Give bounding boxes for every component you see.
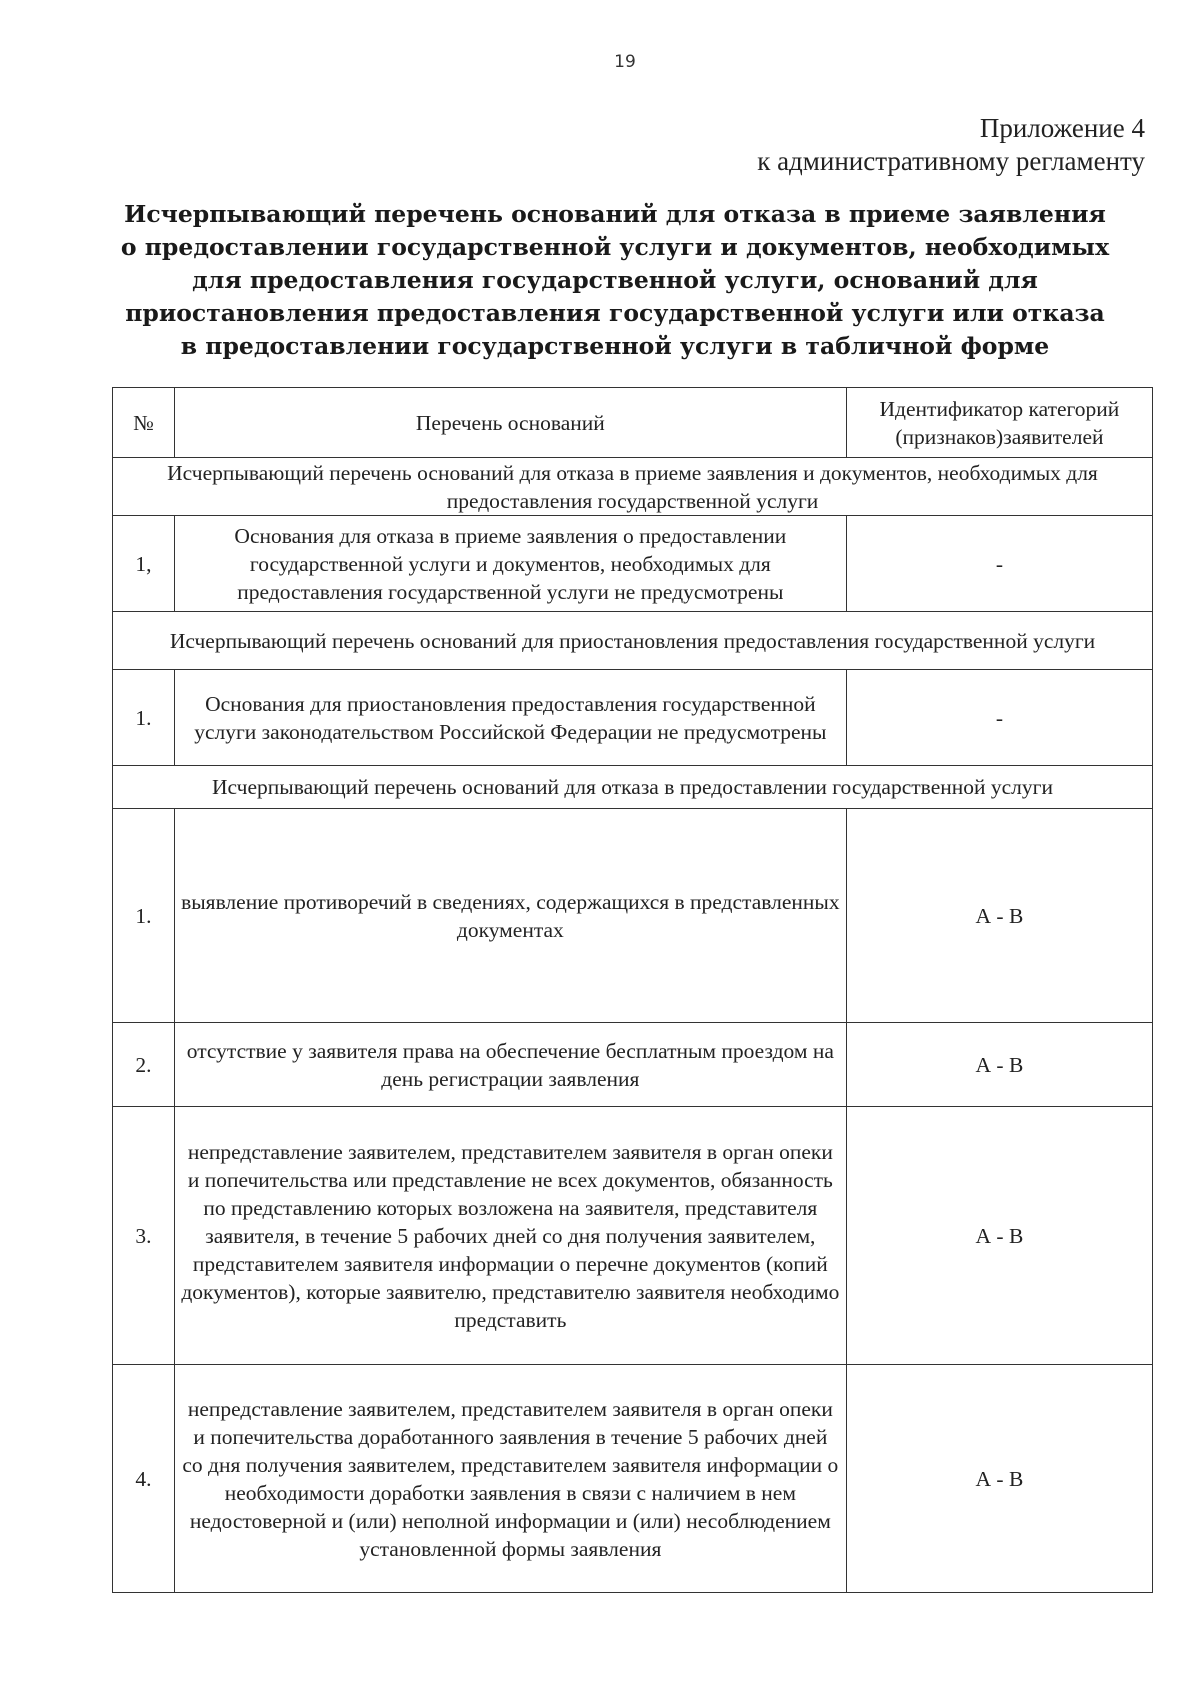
row-text: Основания для приостановления предоставления государственной услуги законодательством Российской Федерации не предусмотрены xyxy=(174,670,846,766)
row-text: отсутствие у заявителя права на обеспечение бесплатным проездом на день регистрации заявления xyxy=(174,1023,846,1107)
row-text: непредставление заявителем, представителем заявителя в орган опеки и попечительства или представление не всех документов, обязанность по представлению которых возложена на заявителя, представителя заявителя, в течение 5 рабочих дней со дня получения заявителем, представителем заявителя информации о перечне документов (копий документов), которые заявителю, представителю заявителя необходимо представить xyxy=(174,1107,846,1365)
page-number: 19 xyxy=(614,52,636,72)
row-number: 2. xyxy=(113,1023,175,1107)
row-identifier: - xyxy=(846,670,1152,766)
section-heading-row xyxy=(113,612,1153,670)
row-number: 1. xyxy=(113,809,175,1023)
row-identifier: А - В xyxy=(846,809,1152,1023)
row-identifier: А - В xyxy=(846,1023,1152,1107)
header-list: Перечень оснований xyxy=(174,388,846,458)
header-number: № xyxy=(113,388,175,458)
row-identifier: А - В xyxy=(846,1107,1152,1365)
document-title: Исчерпывающий перечень оснований для отказа в приеме заявления о предоставлении государственной услуги и документов, необходимых для предоставления государственной услуги, оснований для приостановления предоставления государственной услуги или отказа в предоставлении государственной услуги в табличной форме xyxy=(120,200,1110,360)
row-number: 3. xyxy=(113,1107,175,1365)
table-row xyxy=(113,1107,1153,1365)
section-heading-refusal-acceptance: Исчерпывающий перечень оснований для отказа в приеме заявления и документов, необходимых для предоставления государственной услуги xyxy=(113,458,1153,516)
row-text: выявление противоречий в сведениях, содержащихся в представленных документах xyxy=(174,809,846,1023)
table-row xyxy=(113,1365,1153,1593)
section-heading-row xyxy=(113,766,1153,809)
row-identifier: - xyxy=(846,516,1152,612)
section-heading-suspension: Исчерпывающий перечень оснований для приостановления предоставления государственной услуги xyxy=(113,612,1153,670)
row-number: 1, xyxy=(113,516,175,612)
row-text: Основания для отказа в приеме заявления о предоставлении государственной услуги и документов, необходимых для предоставления государственной услуги не предусмотрены xyxy=(174,516,846,612)
appendix-line-1: Приложение 4 xyxy=(979,113,1145,143)
header-identifier: Идентификатор категорий (признаков)заявителей xyxy=(846,388,1152,458)
appendix-note xyxy=(757,112,1145,178)
table-row xyxy=(113,516,1153,612)
table-header-row xyxy=(113,388,1153,458)
row-number: 1. xyxy=(113,670,175,766)
table-row xyxy=(113,670,1153,766)
grounds-table xyxy=(112,387,1153,1593)
section-heading-row xyxy=(113,458,1153,516)
row-number: 4. xyxy=(113,1365,175,1593)
table-row xyxy=(113,1023,1153,1107)
table-row xyxy=(113,809,1153,1023)
row-identifier: А - В xyxy=(846,1365,1152,1593)
row-text: непредставление заявителем, представителем заявителя в орган опеки и попечительства доработанного заявления в течение 5 рабочих дней со дня получения заявителем, представителем заявителя информации о необходимости доработки заявления в связи с наличием в нем недостоверной и (или) неполной информации и (или) несоблюдением установленной формы заявления xyxy=(174,1365,846,1593)
appendix-line-2: к административному регламенту xyxy=(757,146,1145,176)
section-heading-refusal-service: Исчерпывающий перечень оснований для отказа в предоставлении государственной услуги xyxy=(113,766,1153,809)
